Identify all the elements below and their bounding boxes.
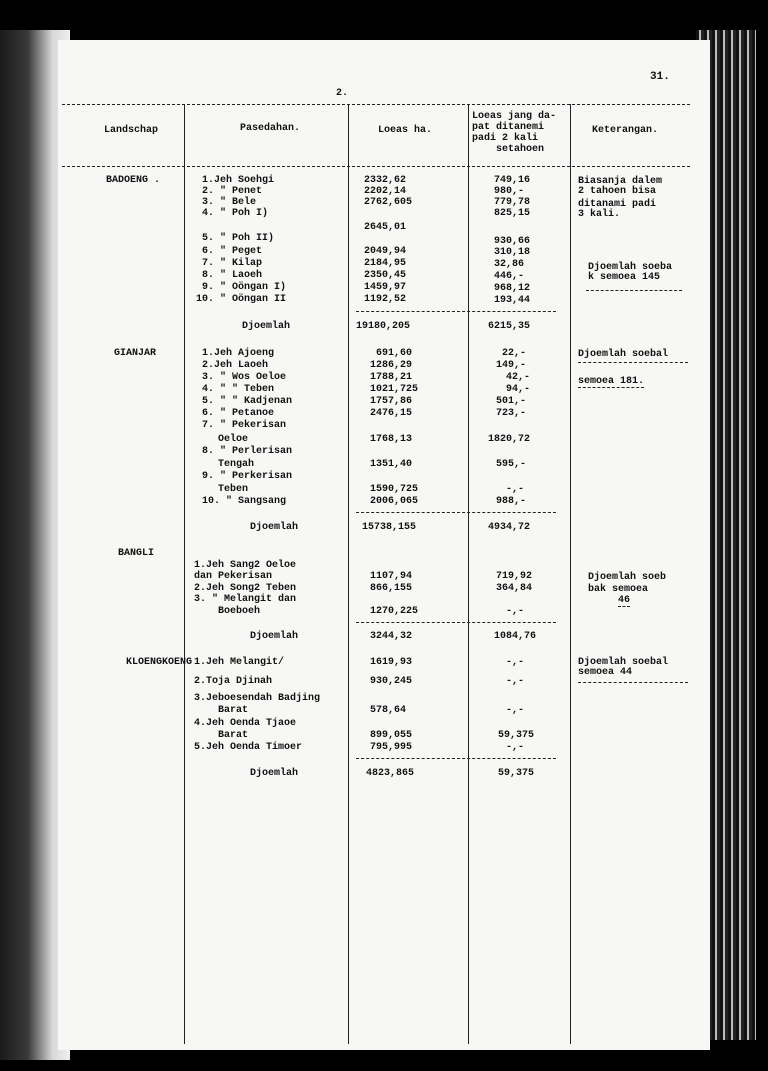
loeas-cell: 2350,45 bbox=[364, 270, 407, 281]
header-loeas-jang-4: setahoen bbox=[496, 144, 545, 155]
pasedahan-cell: 2.Jeh Laoeh bbox=[202, 360, 269, 371]
loeas-cell: 2049,94 bbox=[364, 246, 407, 257]
subtotal-rule bbox=[356, 622, 556, 623]
total-loeas-jang: 4934,72 bbox=[488, 522, 531, 533]
total-loeas-jang: 59,375 bbox=[498, 768, 535, 779]
subtotal-rule bbox=[356, 311, 556, 312]
loeas-jang-cell: 749,16 bbox=[494, 175, 531, 186]
note-line: semoea 44 bbox=[578, 667, 633, 678]
loeas-jang-cell: 94,- bbox=[506, 384, 531, 395]
loeas-jang-cell: 22,- bbox=[502, 348, 527, 359]
note-rule bbox=[578, 682, 688, 683]
note-line: ditanami padi bbox=[578, 199, 657, 210]
loeas-jang-cell: 779,78 bbox=[494, 197, 531, 208]
pasedahan-cell: 7. " Kilap bbox=[202, 258, 263, 269]
header-loeas-jang-2: pat ditanemi bbox=[472, 122, 545, 133]
loeas-jang-cell: 723,- bbox=[496, 408, 527, 419]
pasedahan-cell: 9. " Perkerisan bbox=[202, 471, 293, 482]
sub-page-number: 2. bbox=[336, 88, 349, 99]
total-label: Djoemlah bbox=[250, 522, 299, 533]
header-loeas-jang-1: Loeas jang da- bbox=[472, 111, 557, 122]
landschap-name: BADOENG . bbox=[106, 175, 161, 186]
loeas-cell: 2184,95 bbox=[364, 258, 407, 269]
pasedahan-cell: 10. " Sangsang bbox=[202, 496, 287, 507]
landschap-name: GIANJAR bbox=[114, 348, 157, 359]
loeas-cell: 1619,93 bbox=[370, 657, 413, 668]
loeas-cell: 1021,725 bbox=[370, 384, 419, 395]
pasedahan-cell: Tengah bbox=[218, 459, 255, 470]
loeas-cell: 1286,29 bbox=[370, 360, 413, 371]
total-loeas: 3244,32 bbox=[370, 631, 413, 642]
pasedahan-cell: 4. " " Teben bbox=[202, 384, 275, 395]
loeas-jang-cell: 193,44 bbox=[494, 295, 531, 306]
pasedahan-cell: 3. " Wos Oeloe bbox=[202, 372, 287, 383]
pasedahan-cell: 3. " Bele bbox=[202, 197, 257, 208]
loeas-cell: 866,155 bbox=[370, 583, 413, 594]
pasedahan-cell: 4.Jeh Oenda Tjaoe bbox=[194, 718, 297, 729]
header-top-rule bbox=[62, 104, 690, 105]
col-divider-2 bbox=[348, 104, 349, 1044]
pasedahan-cell: 7. " Pekerisan bbox=[202, 420, 287, 431]
pasedahan-cell: 8. " Perlerisan bbox=[202, 446, 293, 457]
loeas-cell: 1757,86 bbox=[370, 396, 413, 407]
loeas-cell: 2332,62 bbox=[364, 175, 407, 186]
pasedahan-cell: 9. " Oöngan I) bbox=[202, 282, 287, 293]
loeas-cell: 578,64 bbox=[370, 705, 407, 716]
loeas-jang-cell: 930,66 bbox=[494, 236, 531, 247]
loeas-jang-cell: 42,- bbox=[506, 372, 531, 383]
loeas-cell: 930,245 bbox=[370, 676, 413, 687]
loeas-jang-cell: 446,- bbox=[494, 271, 525, 282]
loeas-jang-cell: 59,375 bbox=[498, 730, 535, 741]
loeas-cell: 1768,13 bbox=[370, 434, 413, 445]
header-pasedahan: Pasedahan. bbox=[240, 123, 301, 134]
loeas-cell: 1590,725 bbox=[370, 484, 419, 495]
note-line: Biasanja dalem bbox=[578, 176, 663, 187]
pasedahan-cell: 2. " Penet bbox=[202, 186, 263, 197]
pasedahan-cell: Boeboeh bbox=[218, 606, 261, 617]
loeas-jang-cell: 1820,72 bbox=[488, 434, 531, 445]
pasedahan-cell: 4. " Poh I) bbox=[202, 208, 269, 219]
pasedahan-cell: 10. " Oöngan II bbox=[196, 294, 287, 305]
header-loeas-jang-3: padi 2 kali bbox=[472, 133, 539, 144]
pasedahan-cell: Barat bbox=[218, 730, 249, 741]
loeas-cell: 2202,14 bbox=[364, 186, 407, 197]
header-bottom-rule bbox=[62, 166, 690, 167]
pasedahan-cell: 5.Jeh Oenda Timoer bbox=[194, 742, 303, 753]
pasedahan-cell: 2.Toja Djinah bbox=[194, 676, 273, 687]
pasedahan-cell: 5. " " Kadjenan bbox=[202, 396, 293, 407]
loeas-jang-cell: -,- bbox=[506, 657, 525, 668]
col-divider-3 bbox=[468, 104, 469, 1044]
pasedahan-cell: 8. " Laoeh bbox=[202, 270, 263, 281]
note-rule bbox=[578, 362, 688, 363]
pasedahan-cell: 1.Jeh Soehgi bbox=[202, 175, 275, 186]
pasedahan-cell: 5. " Poh II) bbox=[202, 233, 275, 244]
subtotal-rule bbox=[356, 758, 556, 759]
loeas-jang-cell: -,- bbox=[506, 676, 525, 687]
total-loeas-jang: 6215,35 bbox=[488, 321, 531, 332]
pasedahan-cell: Oeloe bbox=[218, 434, 249, 445]
total-loeas: 19180,205 bbox=[356, 321, 411, 332]
pasedahan-cell: 3.Jeboesendah Badjing bbox=[194, 693, 321, 704]
note-rule bbox=[586, 290, 682, 291]
pasedahan-cell: 6. " Petanoe bbox=[202, 408, 275, 419]
loeas-jang-cell: 149,- bbox=[496, 360, 527, 371]
landschap-name: BANGLI bbox=[118, 548, 155, 559]
subtotal-rule bbox=[356, 512, 556, 513]
header-landschap: Landschap bbox=[104, 125, 159, 136]
pasedahan-cell: 1.Jeh Ajoeng bbox=[202, 348, 275, 359]
landschap-name: KLOENGKOENG bbox=[126, 657, 193, 668]
loeas-jang-cell: 825,15 bbox=[494, 208, 531, 219]
loeas-cell: 1788,21 bbox=[370, 372, 413, 383]
loeas-jang-cell: 595,- bbox=[496, 459, 527, 470]
total-label: Djoemlah bbox=[250, 768, 299, 779]
loeas-cell: 1351,40 bbox=[370, 459, 413, 470]
pasedahan-cell: 3. " Melangit dan bbox=[194, 594, 297, 605]
total-loeas: 15738,155 bbox=[362, 522, 417, 533]
loeas-cell: 1459,97 bbox=[364, 282, 407, 293]
page-number: 31. bbox=[650, 71, 670, 83]
loeas-jang-cell: 32,86 bbox=[494, 259, 525, 270]
header-keterangan: Keterangan. bbox=[592, 125, 659, 136]
note-line: bak semoea bbox=[588, 584, 649, 595]
loeas-jang-cell: 719,92 bbox=[496, 571, 533, 582]
loeas-jang-cell: -,- bbox=[506, 705, 525, 716]
loeas-cell: 691,60 bbox=[376, 348, 413, 359]
loeas-jang-cell: 310,18 bbox=[494, 247, 531, 258]
total-label: Djoemlah bbox=[242, 321, 291, 332]
loeas-jang-cell: 968,12 bbox=[494, 283, 531, 294]
loeas-jang-cell: -,- bbox=[506, 742, 525, 753]
note-line: 46 bbox=[618, 595, 631, 606]
pasedahan-cell: 2.Jeh Song2 Teben bbox=[194, 583, 297, 594]
note-line: Djoemlah soeb bbox=[588, 572, 667, 583]
loeas-jang-cell: -,- bbox=[506, 606, 525, 617]
total-label: Djoemlah bbox=[250, 631, 299, 642]
loeas-cell: 2645,01 bbox=[364, 222, 407, 233]
loeas-cell: 2762,605 bbox=[364, 197, 413, 208]
pasedahan-cell: dan Pekerisan bbox=[194, 571, 273, 582]
col-divider-1 bbox=[184, 104, 185, 1044]
col-divider-4 bbox=[570, 104, 571, 1044]
pasedahan-cell: Teben bbox=[218, 484, 249, 495]
loeas-cell: 1270,225 bbox=[370, 606, 419, 617]
loeas-jang-cell: 501,- bbox=[496, 396, 527, 407]
note-line: k semoea 145 bbox=[588, 272, 661, 283]
loeas-cell: 1192,52 bbox=[364, 294, 407, 305]
pasedahan-cell: 1.Jeh Sang2 Oeloe bbox=[194, 560, 297, 571]
note-line: 2 tahoen bisa bbox=[578, 186, 657, 197]
loeas-jang-cell: -,- bbox=[506, 484, 525, 495]
header-loeas: Loeas ha. bbox=[378, 125, 433, 136]
pasedahan-cell: 1.Jeh Melangit/ bbox=[194, 657, 285, 668]
loeas-cell: 2006,065 bbox=[370, 496, 419, 507]
loeas-cell: 795,995 bbox=[370, 742, 413, 753]
pasedahan-cell: Barat bbox=[218, 705, 249, 716]
total-loeas-jang: 1084,76 bbox=[494, 631, 537, 642]
loeas-jang-cell: 980,- bbox=[494, 186, 525, 197]
loeas-cell: 1107,94 bbox=[370, 571, 413, 582]
pasedahan-cell: 6. " Peget bbox=[202, 246, 263, 257]
note-line: Djoemlah soeba bbox=[588, 262, 673, 273]
note-line: Djoemlah soebal bbox=[578, 657, 669, 668]
note-line: semoea 181. bbox=[578, 376, 645, 387]
loeas-jang-cell: 364,84 bbox=[496, 583, 533, 594]
note-line: 3 kali. bbox=[578, 209, 621, 220]
loeas-jang-cell: 988,- bbox=[496, 496, 527, 507]
total-loeas: 4823,865 bbox=[366, 768, 415, 779]
loeas-cell: 899,055 bbox=[370, 730, 413, 741]
note-line: Djoemlah soebal bbox=[578, 349, 669, 360]
loeas-cell: 2476,15 bbox=[370, 408, 413, 419]
